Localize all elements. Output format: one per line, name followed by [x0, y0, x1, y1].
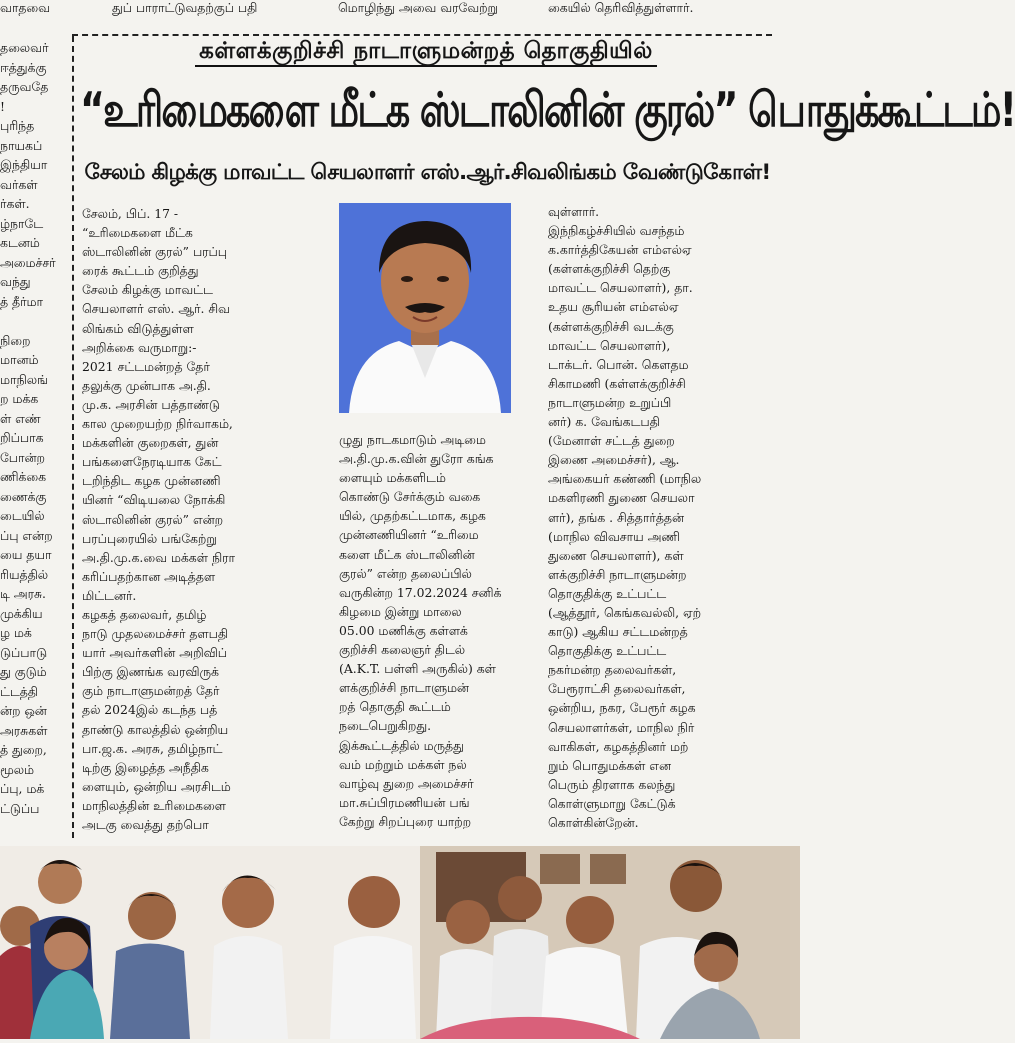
text-line: மாவட்ட செயலாளர்), தா. [548, 280, 693, 296]
text-line: டாக்டர். பொன். கௌதம [548, 356, 689, 372]
article-headline: “உரிமைகளை மீட்க ஸ்டாலினின் குரல்” பொதுக்கூட்டம்! [80, 82, 1015, 137]
text-line: ழுது நாடகமாடும் அடிமை [339, 432, 486, 447]
text-line: ளக்குறிச்சி நாடாளுமன்ற [548, 566, 687, 582]
article-subhead: சேலம் கிழக்கு மாவட்ட செயலாளர் எஸ்.ஆர்.சிவலிங்கம் வேண்டுகோள்! [84, 160, 771, 185]
text-line: ! [0, 98, 5, 114]
text-line: கொள்ளுமாறு கேட்டுக் [548, 795, 676, 811]
text-line: அடகு வைத்து தற்பொ [82, 817, 209, 832]
text-line: தாண்டு காலத்தில் ஒன்றிய [82, 721, 229, 737]
article-column-3 [548, 202, 770, 842]
text-line: புரிந்த [0, 118, 35, 133]
text-line: அங்கையர் கண்ணி (மாநில [548, 471, 702, 487]
text-line: பா.ஜ.க. அரசு, தமிழ்நாட் [82, 740, 223, 756]
text-line: றிப்பாக [0, 430, 44, 445]
text-line: து குடும் [0, 664, 47, 679]
text-line: மு.க. அரசின் பத்தாண்டு [82, 396, 220, 412]
text-line: மிட்டனர். [82, 587, 137, 603]
text-line: சேலம் கிழக்கு மாவட்ட [82, 282, 213, 298]
text-line [0, 311, 66, 331]
text-line: மூலம் [0, 761, 34, 777]
text-line: நகர்மன்ற தலைவர்கள், [548, 662, 677, 678]
text-line: நடைபெறுகிறது. [339, 718, 432, 734]
text-line: அறிக்கை வருமாறு:- [82, 339, 197, 355]
text-line: வம் மற்றும் மக்கள் நல் [339, 756, 467, 772]
text-line: மா.சுப்பிரமணியன் பங் [339, 794, 470, 810]
text-line: டி அரசு. [0, 586, 46, 601]
text-line: வருகின்ற 17.02.2024 சனிக் [339, 584, 502, 600]
text-line: தருவதே [0, 79, 49, 94]
text-line: றும் பொதுமக்கள் என [548, 757, 671, 773]
text-line: செயலாளர்கள், மாநில நிர் [548, 719, 695, 735]
text-line: கரிப்பதற்கான அடித்தள [82, 568, 216, 584]
text-line: டுப்பாடு [0, 644, 48, 660]
text-line: நாயகப் [0, 137, 43, 153]
text-line: மானம் [0, 352, 39, 367]
text-line: ணிக்கை [0, 469, 47, 484]
text-line: ரைக் கூட்டம் குறித்து [82, 263, 199, 279]
strip-fragment: கையில் தெரிவித்துள்ளார். [548, 0, 694, 15]
text-line: பிற்கு இணங்க வரவிருக் [82, 664, 219, 680]
text-line: னர்) க. வேங்கடபதி [548, 414, 660, 430]
text-line: ன்ற ஒன் [0, 703, 47, 718]
article-column-1 [82, 204, 330, 840]
text-line: ளையும் மக்களிடம் [339, 470, 446, 486]
text-line: டிற்கு இழைத்த அநீதிக [82, 759, 209, 775]
text-line: யினர் “விடியலை நோக்கி [82, 492, 226, 508]
text-line: த் தீர்மா [0, 293, 43, 309]
text-line: க.கார்த்திகேயன் எம்எல்ஏ [548, 242, 692, 258]
text-line: மாவட்ட செயலாளர்), [548, 337, 671, 353]
text-line: ட்டுப்ப [0, 800, 40, 816]
text-line: றத் தொகுதி கூட்டம் [339, 699, 451, 715]
text-line: (கள்ளக்குறிச்சி வடக்கு [548, 318, 674, 334]
text-line: பெரும் திரளாக கலந்து [548, 776, 676, 792]
text-line: கடனம் [0, 235, 40, 250]
strip-fragment: வாதவை [0, 0, 50, 15]
text-line: மாநிலங் [0, 371, 48, 387]
text-line: சிகாமணி (கள்ளக்குறிச்சி [548, 375, 686, 391]
text-line: போன்ற [0, 449, 45, 465]
left-neighbour-column [0, 38, 66, 878]
text-line: முன்னணியினர் “உரிமை [339, 527, 479, 543]
text-line: அமைச்சர் [0, 254, 56, 270]
text-line: (மேனாள் சட்டத் துறை [548, 433, 675, 449]
text-line: வாகிகள், கழகத்தினர் மற் [548, 738, 689, 754]
text-line: “உரிமைகளை மீட்க [82, 225, 193, 241]
text-line: காடு) ஆகிய சட்டமன்றத் [548, 624, 688, 640]
text-line: துணை செயலாளர்), கள் [548, 547, 684, 563]
text-line: யில், முதற்கட்டமாக, கழக [339, 508, 486, 524]
text-line: ஈத்துக்கு [0, 59, 47, 75]
text-line: முக்கிய [0, 605, 43, 621]
text-line: வர்கள் [0, 176, 38, 192]
previous-article-strip [0, 0, 800, 22]
text-line: ப்பு, மக் [0, 781, 45, 796]
text-line: ளக்குறிச்சி நாடாளுமன் [339, 680, 469, 696]
text-line: யை தயா [0, 547, 52, 562]
text-line: ரியத்தில் [0, 566, 49, 582]
text-line: ழ்நாடே [0, 215, 44, 231]
text-line: குறிச்சி கலைஞர் திடல் [339, 642, 466, 658]
text-line: டையில் [0, 508, 45, 523]
text-line: (மாநில விவசாய அணி [548, 528, 680, 544]
text-line: 2021 சட்டமன்றத் தேர் [82, 358, 210, 374]
text-line: கும் நாடாளுமன்றத் தேர் [82, 683, 220, 699]
text-line: வுள்ளார். [548, 204, 600, 219]
text-line: (கள்ளக்குறிச்சி தெற்கு [548, 261, 671, 277]
text-line: ஒன்றிய, நகர, பேரூர் கழக [548, 700, 696, 716]
text-line: யார் அவர்களின் அறிவிப் [82, 645, 227, 661]
text-line: ழ மக் [0, 625, 32, 640]
text-line: நாடாளுமன்ற உறுப்பி [548, 394, 672, 410]
text-line: 05.00 மணிக்கு கள்ளக் [339, 622, 468, 638]
text-line: பேரூராட்சி தலைவர்கள், [548, 681, 686, 697]
text-line: இந்நிகழ்ச்சியில் வசந்தம் [548, 223, 685, 239]
text-line: தொகுதிக்கு உட்பட்ட [548, 643, 667, 659]
text-line: டறிந்திட கழக முன்னணி [82, 473, 221, 489]
text-line: சேலம், பிப். 17 - [82, 206, 179, 221]
text-line: தல் 2024இல் கடந்த பத் [82, 702, 218, 718]
text-line: மக்களின் குறைகள், துன் [82, 435, 219, 451]
text-line: ஸ்டாலினின் குரல்” பரப்பு [82, 244, 228, 260]
text-line: கொள்கின்றேன். [548, 815, 639, 830]
text-line: த் துறை, [0, 742, 47, 757]
strip-fragment: துப் பாராட்டுவதற்குப் பதி [112, 0, 258, 15]
text-line: தலுக்கு முன்பாக அ.தி. [82, 377, 211, 393]
text-line: கிழமை இன்று மாலை [339, 603, 462, 619]
text-line: (A.K.T. பள்ளி அருகில்) கள் [339, 661, 496, 677]
text-line: அ.தி.மு.க.வின் துரோ கங்க [339, 451, 494, 467]
text-line: ஸ்டாலினின் குரல்” என்ற [82, 511, 224, 527]
event-photo [0, 846, 800, 1039]
text-line: பரப்புரையில் பங்கேற்று [82, 530, 217, 546]
text-line: லிங்கம் விடுத்துள்ள [82, 320, 194, 336]
text-line: செயலாளர் எஸ். ஆர். சிவ [82, 301, 230, 317]
text-line: கேற்று சிறப்புரை யாற்ற [339, 813, 472, 829]
text-line: மாநிலத்தின் உரிமைகளை [82, 797, 226, 813]
text-line: அ.தி.மு.க.வை மக்கள் நிரா [82, 549, 235, 565]
article-kicker: கள்ளக்குறிச்சி நாடாளுமன்றத் தொகுதியில் [86, 38, 766, 67]
text-line: ளையும், ஒன்றிய அரசிடம் [82, 778, 231, 794]
portrait-photo [339, 203, 511, 413]
text-line: ர்கள். [0, 196, 30, 211]
text-line: நாடு முதலமைச்சர் தளபதி [82, 626, 228, 642]
text-line: ள் எண் [0, 410, 41, 426]
text-line: வந்து [0, 274, 31, 289]
text-line: ப்பு என்ற [0, 527, 53, 543]
text-line: வாழ்வு துறை அமைச்சர் [339, 775, 474, 791]
text-line: கொண்டு சேர்க்கும் வகை [339, 489, 481, 505]
text-line: ணைக்கு [0, 488, 47, 504]
text-line: ளர்), தங்க . சித்தார்த்தன் [548, 509, 684, 525]
text-line: இக்கூட்டத்தில் மருத்து [339, 737, 464, 753]
article-border-top [72, 34, 772, 36]
text-line: நிறை [0, 332, 31, 348]
text-line: ட்டத்தி [0, 683, 38, 699]
article-column-2 [339, 430, 539, 840]
text-line: இணை அமைச்சர்), ஆ. [548, 452, 680, 468]
text-line: பங்களைநேரடியாக கேட் [82, 454, 222, 470]
article-border-left [72, 36, 74, 838]
text-line: இந்தியா [0, 157, 48, 172]
text-line: அரசுகள் [0, 722, 48, 738]
text-line: மகளிரணி துணை செயலா [548, 490, 695, 506]
text-line: தலைவர் [0, 40, 49, 55]
text-line: ற மக்க [0, 391, 39, 406]
text-line: தொகுதிக்கு உட்பட்ட [548, 585, 667, 601]
text-line: களை மீட்க ஸ்டாலினின் [339, 546, 475, 562]
text-line: கழகத் தலைவர், தமிழ் [82, 606, 207, 622]
strip-fragment: மொழிந்து அவை வரவேற்று [338, 0, 498, 15]
text-line: குரல்” என்ற தலைப்பில் [339, 565, 472, 581]
text-line: கால முறையற்ற நிர்வாகம், [82, 416, 233, 432]
text-line: உதய சூரியன் எம்எல்ஏ [548, 299, 679, 315]
text-line: (ஆத்தூர், கெங்கவல்லி, ஏற் [548, 604, 702, 620]
